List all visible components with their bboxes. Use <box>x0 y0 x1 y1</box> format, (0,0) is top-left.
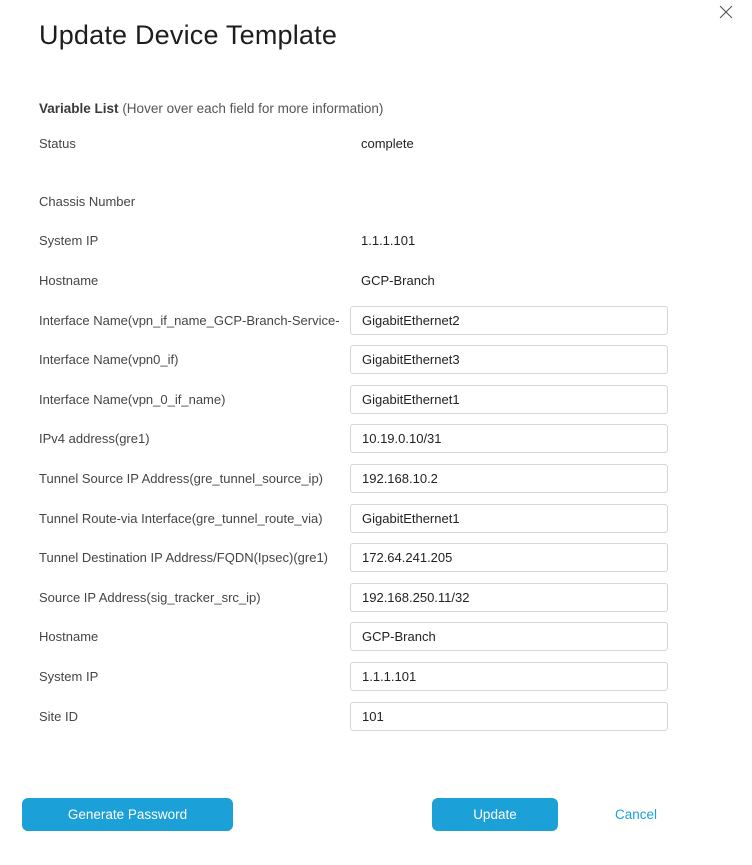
variable-row <box>39 261 668 301</box>
field-input[interactable] <box>350 702 668 731</box>
variable-row <box>39 498 668 538</box>
variable-list-header <box>39 101 752 116</box>
variable-list-title: Variable List <box>39 101 119 116</box>
field-input[interactable] <box>350 345 668 374</box>
variable-rows <box>39 124 668 736</box>
field-label: Hostname <box>39 273 99 289</box>
field-input[interactable] <box>350 622 668 651</box>
variable-row <box>39 340 668 380</box>
field-input[interactable] <box>350 543 668 572</box>
field-label: Interface Name(vpn_0_if_name) <box>39 391 226 407</box>
variable-row <box>39 124 668 164</box>
field-label: Site ID <box>39 708 79 724</box>
field-label: Chassis Number <box>39 193 136 209</box>
generate-password-button[interactable]: Generate Password <box>22 798 233 831</box>
field-value: 1.1.1.101 <box>361 233 416 249</box>
variable-row <box>39 578 668 618</box>
variable-row <box>39 617 668 657</box>
close-button[interactable] <box>717 5 735 23</box>
field-label: Tunnel Source IP Address(gre_tunnel_source_ip) <box>39 471 324 487</box>
field-input[interactable] <box>350 385 668 414</box>
variable-row <box>39 221 668 261</box>
field-label: IPv4 address(gre1) <box>39 431 150 447</box>
variable-row <box>39 459 668 499</box>
variable-row <box>39 182 668 222</box>
field-label: Source IP Address(sig_tracker_src_ip) <box>39 589 261 605</box>
variable-row <box>39 419 668 459</box>
field-input[interactable] <box>350 464 668 493</box>
field-input[interactable] <box>350 504 668 533</box>
field-label: Interface Name(vpn0_if) <box>39 352 179 368</box>
field-label: Status <box>39 136 76 152</box>
close-icon <box>719 5 733 24</box>
field-value: GCP-Branch <box>361 273 435 289</box>
field-input[interactable] <box>350 424 668 453</box>
field-label: Hostname <box>39 629 99 645</box>
variable-list-hint: (Hover over each field for more information) <box>122 101 384 116</box>
field-input[interactable] <box>350 662 668 691</box>
field-label: System IP <box>39 233 99 249</box>
variable-row <box>39 300 668 340</box>
field-input[interactable] <box>350 306 668 335</box>
cancel-button[interactable]: Cancel <box>614 807 657 822</box>
field-label: System IP <box>39 669 99 685</box>
field-label: Interface Name(vpn_if_name_GCP-Branch-Service- <box>39 312 340 328</box>
field-input[interactable] <box>350 583 668 612</box>
variable-row <box>39 657 668 697</box>
field-label: Tunnel Destination IP Address/FQDN(Ipsec)(gre1) <box>39 550 329 566</box>
field-label: Tunnel Route-via Interface(gre_tunnel_route_via) <box>39 510 323 526</box>
page-title: Update Device Template <box>39 20 338 50</box>
field-value: complete <box>361 136 414 152</box>
variable-row <box>39 696 668 736</box>
variable-row <box>39 538 668 578</box>
update-button[interactable]: Update <box>432 798 558 831</box>
footer-actions <box>0 798 752 831</box>
variable-row <box>39 380 668 420</box>
